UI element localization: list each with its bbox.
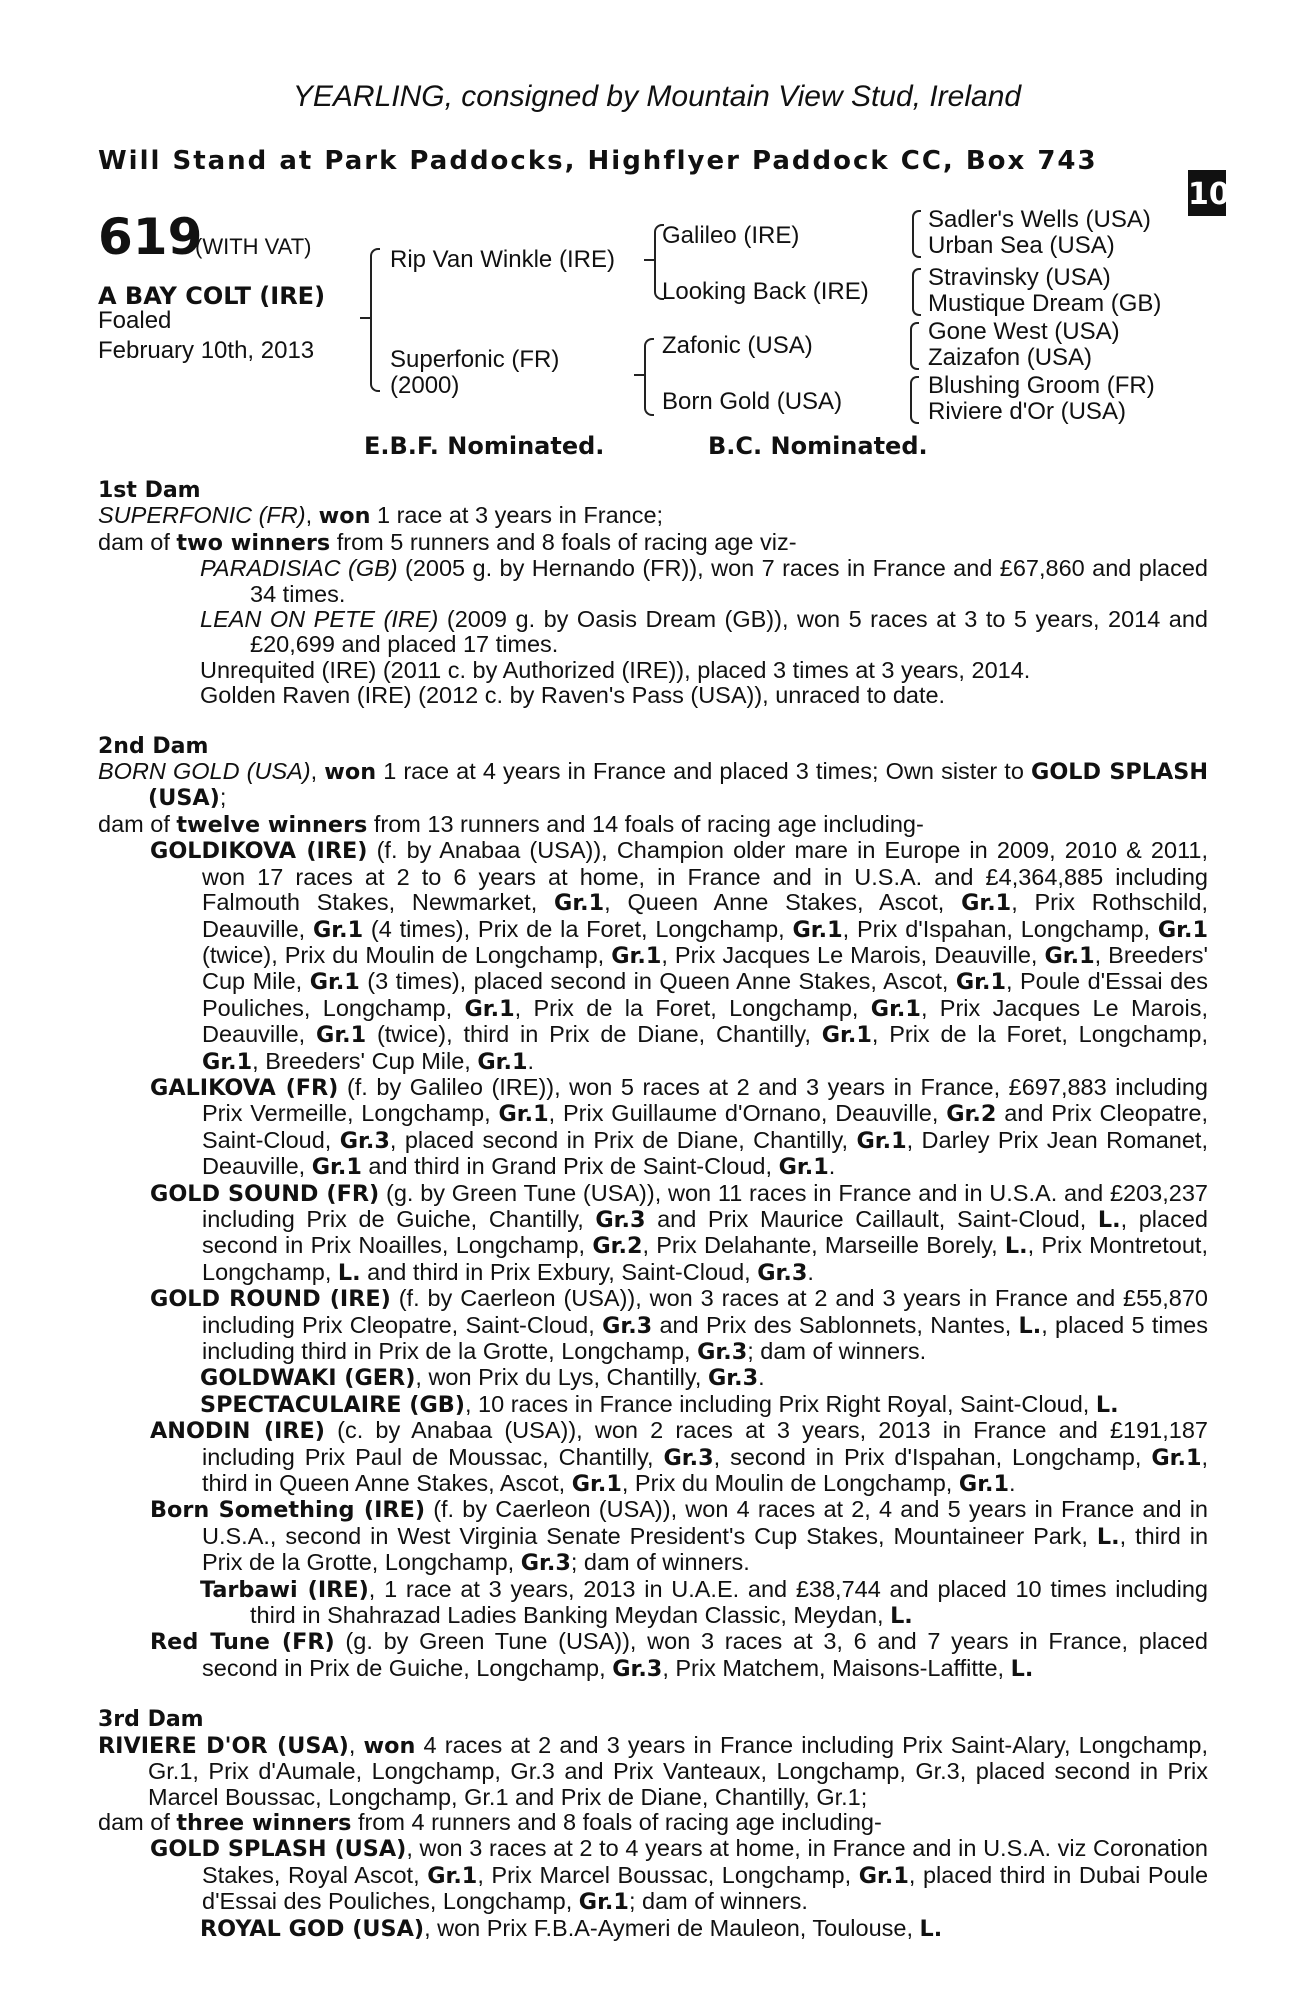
produce-entry: GOLD SPLASH (USA), won 3 races at 2 to 4 years at home, in France and in U.S.A. viz Coronation Stakes, Royal Ascot, Gr.1, Prix Marcel Boussac, Longchamp, Gr.1, placed third in Dubai Poule d'Essai des Pouliches, Longchamp, Gr.1; dam of winners. <box>150 1835 1209 1916</box>
pedigree-sire-dam: Looking Back (IRE) <box>662 278 869 305</box>
foaled-info <box>98 306 314 366</box>
pedigree-ggd3: Blushing Groom (FR) <box>928 372 1155 399</box>
produce-entry: Red Tune (FR) (g. by Green Tune (USA)), won 3 races at 3, 6 and 7 years in France, placed second in Prix de Guiche, Longchamp, Gr.3, Prix Matchem, Maisons-Laffitte, L. <box>150 1628 1208 1682</box>
produce-entry: GOLD ROUND (IRE) (f. by Caerleon (USA)), won 3 races at 2 and 3 years in France and £55,870 including Prix Cleopatre, Saint-Cloud, Gr.3 and Prix des Sablonnets, Nantes, L., placed 5 times including third in Prix de la Grotte, Longchamp, Gr.3; dam of winners. <box>150 1285 1209 1365</box>
badge-number: 10 <box>1188 177 1230 212</box>
first-dam-produce-count: dam of two winners from 5 runners and 8 foals of racing age viz- <box>98 528 797 556</box>
stand-location: Will Stand at Park Paddocks, Highflyer Paddock CC, Box 743 <box>98 146 1098 176</box>
produce-entry: GOLDWAKI (GER), won Prix du Lys, Chantilly, Gr.3. <box>200 1364 765 1392</box>
pedigree-sire: Rip Van Winkle (IRE) <box>390 246 615 273</box>
pedigree-dam-year: (2000) <box>390 372 460 399</box>
pedigree-ggs2: Urban Sea (USA) <box>928 232 1115 259</box>
pedigree-ggs4: Mustique Dream (GB) <box>928 290 1162 317</box>
produce-entry: Unrequited (IRE) (2011 c. by Authorized (IRE)), placed 3 times at 3 years, 2014. <box>200 656 1031 683</box>
produce-entry: Golden Raven (IRE) (2012 c. by Raven's Pass (USA)), unraced to date. <box>200 682 946 709</box>
foaled-date: February 10th, 2013 <box>98 337 315 364</box>
produce-entry: PARADISIAC (GB) (2005 g. by Hernando (FR)), won 7 races in France and £67,860 and placed 34 times. <box>200 555 1208 607</box>
vat-note: (WITH VAT) <box>195 234 312 259</box>
pedigree-grandsire: Galileo (IRE) <box>662 222 800 249</box>
pedigree-ggd4: Riviere d'Or (USA) <box>928 398 1126 425</box>
pedigree-ggs3: Stravinsky (USA) <box>928 264 1111 291</box>
produce-entry: SPECTACULAIRE (GB), 10 races in France including Prix Right Royal, Saint-Cloud, L. <box>200 1390 1119 1418</box>
first-dam-heading: 1st Dam <box>98 478 201 503</box>
bc-nomination: B.C. Nominated. <box>708 432 928 460</box>
produce-entry: ANODIN (IRE) (c. by Anabaa (USA)), won 2 races at 3 years, 2013 in France and £191,187 including Prix Paul de Moussac, Chantilly, Gr.3, second in Prix d'Ispahan, Longchamp, Gr.1, third in Queen Anne Stakes, Ascot, Gr.1, Prix du Moulin de Longchamp, Gr.1. <box>150 1417 1208 1498</box>
produce-entry: ROYAL GOD (USA), won Prix F.B.A-Aymeri de Mauleon, Toulouse, L. <box>200 1914 943 1942</box>
pedigree-ggs1: Sadler's Wells (USA) <box>928 206 1151 233</box>
pedigree-granddam: Born Gold (USA) <box>662 388 843 415</box>
pedigree-brace-g1 <box>912 210 921 258</box>
consignment-title: YEARLING, consigned by Mountain View Stud, Ireland <box>292 80 1022 113</box>
horse-description: A BAY COLT (IRE) <box>98 282 326 310</box>
pedigree-ggd1: Gone West (USA) <box>928 318 1120 345</box>
ebf-nomination: E.B.F. Nominated. <box>364 432 605 460</box>
pedigree-brace-dam <box>644 338 654 416</box>
third-dam-produce-count: dam of three winners from 4 runners and 8 foals of racing age including- <box>98 1808 882 1836</box>
produce-entry: GALIKOVA (FR) (f. by Galileo (IRE)), won 5 races at 2 and 3 years in France, £697,883 including Prix Vermeille, Longchamp, Gr.1, Prix Guillaume d'Ornano, Deauville, Gr.2 and Prix Cleopatre, Saint-Cloud, Gr.3, placed second in Prix de Diane, Chantilly, Gr.1, Darley Prix Jean Romanet, Deauville, Gr.1 and third in Grand Prix de Saint-Cloud, Gr.1. <box>150 1073 1208 1181</box>
third-dam-summary: RIVIERE D'OR (USA), won 4 races at 2 and 3 years in France including Prix Saint-Alary, Longchamp, Gr.1, Prix d'Aumale, Longchamp, Gr.3 and Prix Vanteaux, Longchamp, Gr.3, placed second in Prix Marcel Boussac, Longchamp, Gr.1 and Prix de Diane, Chantilly, Gr.1; <box>98 1731 1209 1810</box>
first-dam-summary: SUPERFONIC (FR), won 1 race at 3 years in France; <box>98 502 664 530</box>
produce-entry: GOLDIKOVA (IRE) (f. by Anabaa (USA)), Champion older mare in Europe in 2009, 2010 & 2011, won 17 races at 2 to 6 years at home, in France and in U.S.A. and £4,364,885 including Falmouth Stakes, Newmarket, Gr.1, Queen Anne Stakes, Ascot, Gr.1, Prix Rothschild, Deauville, Gr.1 (4 times), Prix de la Foret, Longchamp, Gr.1, Prix d'Ispahan, Longchamp, Gr.1 (twice), Prix du Moulin de Longchamp, Gr.1, Prix Jacques Le Marois, Deauville, Gr.1, Breeders' Cup Mile, Gr.1 (3 times), placed second in Queen Anne Stakes, Ascot, Gr.1, Poule d'Essai des Pouliches, Longchamp, Gr.1, Prix de la Foret, Longchamp, Gr.1, Prix Jacques Le Marois, Deauville, Gr.1 (twice), third in Prix de Diane, Chantilly, Gr.1, Prix de la Foret, Longchamp, Gr.1, Breeders' Cup Mile, Gr.1. <box>150 837 1209 1075</box>
foaled-label: Foaled <box>98 307 172 334</box>
third-dam-heading: 3rd Dam <box>98 1707 204 1733</box>
produce-entry: Tarbawi (IRE), 1 race at 3 years, 2013 in U.A.E. and £38,744 and placed 10 times including third in Shahrazad Ladies Banking Meydan Classic, Meydan, L. <box>200 1575 1208 1630</box>
lot-number: 619 <box>98 208 203 266</box>
dam-line-body <box>98 478 1208 1942</box>
pedigree-ggd2: Zaizafon (USA) <box>928 344 1093 371</box>
second-dam-heading: 2nd Dam <box>98 733 209 759</box>
produce-entry: LEAN ON PETE (IRE) (2009 g. by Oasis Dream (GB)), won 5 races at 3 to 5 years, 2014 and £20,699 and placed 17 times. <box>200 606 1209 658</box>
pedigree-brace-g4 <box>910 376 919 424</box>
produce-entry: Born Something (IRE) (f. by Caerleon (USA)), won 4 races at 2, 4 and 5 years in France and in U.S.A., second in West Virginia Senate President's Cup Stakes, Mountaineer Park, L., third in Prix de la Grotte, Longchamp, Gr.3; dam of winners. <box>150 1496 1209 1577</box>
box-badge <box>1188 156 1230 216</box>
second-dam-produce-count: dam of twelve winners from 13 runners and 14 foals of racing age including- <box>98 810 924 838</box>
pedigree-dam-sire: Zafonic (USA) <box>662 332 813 359</box>
second-dam-summary: BORN GOLD (USA), won 1 race at 4 years in France and placed 3 times; Own sister to GOLD SPLASH (USA); <box>98 758 1208 812</box>
pedigree-brace-g2 <box>912 268 921 316</box>
pedigree-brace-main <box>370 248 380 392</box>
produce-entry: GOLD SOUND (FR) (g. by Green Tune (USA)), won 11 races in France and in U.S.A. and £203,237 including Prix de Guiche, Chantilly, Gr.3 and Prix Maurice Caillault, Saint-Cloud, L., placed second in Prix Noailles, Longchamp, Gr.2, Prix Delahante, Marseille Borely, L., Prix Montretout, Longchamp, L. and third in Prix Exbury, Saint-Cloud, Gr.3. <box>150 1179 1208 1286</box>
badge-plus: + <box>1190 156 1202 172</box>
pedigree-dam: Superfonic (FR) <box>390 346 560 373</box>
pedigree-brace-g3 <box>910 322 919 370</box>
